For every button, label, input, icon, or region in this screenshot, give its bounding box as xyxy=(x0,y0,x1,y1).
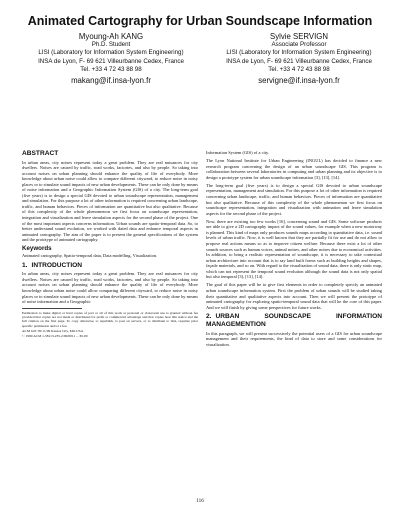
author-role: Ph.D. Student xyxy=(91,41,131,48)
author-address: INSA de Lyon, F- 69 621 Villeurbanne Cedex, France xyxy=(226,57,372,65)
author-email: makang@if.insa-lyon.fr xyxy=(71,76,151,86)
author-address: INSA de Lyon, F- 69 621 Villeurbanne Cedex, France xyxy=(38,57,184,65)
section-1-heading xyxy=(22,262,198,270)
author-tel: Tel. +33 4 72 43 88 98 xyxy=(80,65,142,73)
author-role: Associate Professor xyxy=(271,41,327,48)
right-paragraph-3: The long-term goal (five years) is to design a special GIS devoted to urban soundscape representation, management and simulation. For this purpose a lot of other information is required concerning urban landscape, traffic, and human behaviors. Pieces of information are quantitative but also qualitative. Because of this complexity of the whole phenomenon we first focus on soundscape representation, integration and visualization with animation and leave simulation aspects for the second phase of the project. xyxy=(206,182,382,216)
right-paragraph-4: Now, there are existing too few works [16], concerning sound and GIS. Some software products are able to give a 2D cartography impact of the sound values, for example when a new motorway is planned. This kind of maps only produces sounds maps according to quantitative data, i.e. sound levels of urban traffic. Now, it is well known that they are partially fit for use and do not allow to propose real actions means so as to improve citizen welfare. Because there exist a lot of other sounds sources such as human voices, animal noises, and other noises due to economical activities. In addition, to bring a realistic representation of soundscape, it is necessary to take contextual urban architecture into account that is to say land built forms such as building heights and shapes, façade materials, and so on. With regard to the visualization of sound data, there is only static map, which can not represent the temporal sound evolution although the sound data is not only spatial but also temporal [3], [13], [14]. xyxy=(206,218,382,280)
abstract-text: In urban areas, city noises represent today a great problem. They are real nuisances for city dwellers. Noises are caused by traffic, road works, factories, and also by people. So taking into account noises on urban planning should enhance the quality of life of everybody. More knowledge about urban noise could allow to compare different cityward, to reduce noise in noisy places or to simulate sound impacts of new urban developments. These can be only done by means of noise information and a Geographic Information System (GIS) of a city. The long-term goal (five years) is to design a special GIS devoted to urban soundscape representation, management and simulation. For this purpose a lot of other information is required concerning urban landscape, traffic, and human behaviors. Pieces of information are quantitative but also qualitative. Because of this complexity of the whole phenomenon we first focus on soundscape representation, integration and visualization and leave simulation aspects for the second phase of the project. One of the most important aspects concerns information. Urban sounds are spatio-temporal data. So, to better understand sound evolution, we worked with dated data and enhance temporal aspects in animated cartography. The aim of the paper is to present the general specifications of the system and the prototype of animated cartography. xyxy=(22,159,198,243)
author-1 xyxy=(16,32,206,85)
paper-title: Animated Cartography for Urban Soundscape Information xyxy=(27,14,373,28)
section-title: INTRODUCTION xyxy=(31,261,83,269)
acm-copyright: © 1999 ACM 1-58113-235-2/99/0011 ... $5.00 xyxy=(22,333,88,338)
section-2-text: In this paragraph, we will present successively the potential users of a GIS for urban soundscape management and their requirements, the kind of data to store and some considerations for visualization. xyxy=(206,330,382,347)
author-2 xyxy=(204,32,394,85)
author-email: servigne@if.insa-lyon.fr xyxy=(258,76,340,86)
section-2-heading xyxy=(206,313,382,329)
permission-block xyxy=(22,311,198,338)
left-column xyxy=(22,150,198,338)
footnote-rule xyxy=(22,308,82,309)
section-number: 2. xyxy=(206,313,212,321)
page-number: 116 xyxy=(196,498,204,504)
permission-text: Permission to make digital or hard copies of part or all of this work or personal or classroom use is granted without fee provided that copies are not made or distributed for profit or commercial advantage and that copies bear this notice and the full citation on the first page. To copy otherwise, to republish, to post on servers, or to distribute to lists, requires prior specific permission and/or a fee. xyxy=(22,310,198,328)
section-number: 1. xyxy=(22,261,28,269)
right-paragraph-5: The goal of this paper will be to give first elements in order to completely specify an animated urban soundscape information system. First the problem of urban sounds will be studied taking their quantitative and qualitative aspects into account. Then we will present the prototype of animated cartography for exploring spatio-temporal sound data that will be the core of this paper. And we will finish by giving some perspectives for future works. xyxy=(206,282,382,310)
abstract-heading: ABSTRACT xyxy=(22,150,59,157)
author-name: Myoung-Ah KANG xyxy=(78,32,144,41)
right-paragraph-1: Information System (GIS) of a city. xyxy=(206,150,270,155)
intro-text: In urban areas, city noises represent today a great problem. They are real nuisances for city dwellers. Noises are caused by traffic, road works, factories, and also by people. So taking into account noises on urban planning should enhance the quality of life of everybody. More knowledge about urban noise could allow comparing different cityward, to reduce noise in noisy places or to simulate sound impacts of new urban developments. These can be only done by means of noise information and a Geographic xyxy=(22,271,198,305)
keywords-text: Animated cartography, Spatio-temporal data, Data modelling, Visualization. xyxy=(22,253,158,259)
author-lab: LISI (Laboratory for Information System Engineering) xyxy=(226,49,372,57)
author-lab: LISI (Laboratory for Information System Engineering) xyxy=(38,49,184,57)
right-column xyxy=(206,150,382,350)
keywords-heading: Keywords xyxy=(22,245,52,253)
author-tel: Tel. +33 4 72 43 88 98 xyxy=(268,65,330,73)
right-paragraph-2: The Lyon National Institute for Urban Engineering (INGUL) has decided to finance a new research program concerning the design of an urban soundscape GIS. This program is collaboration between several laboratories in computing and urban planning and its objective is to design a prototype system for urban soundscape information [3], [13], [14]. xyxy=(206,158,382,180)
author-name: Sylvie SERVIGN xyxy=(270,32,328,41)
acm-conference: ACM GIS '99 11/99 Kansas City, MO USA xyxy=(22,329,84,334)
section-title: URBAN SOUNDSCAPE INFORMATION MANAGEMENTION xyxy=(206,313,382,329)
